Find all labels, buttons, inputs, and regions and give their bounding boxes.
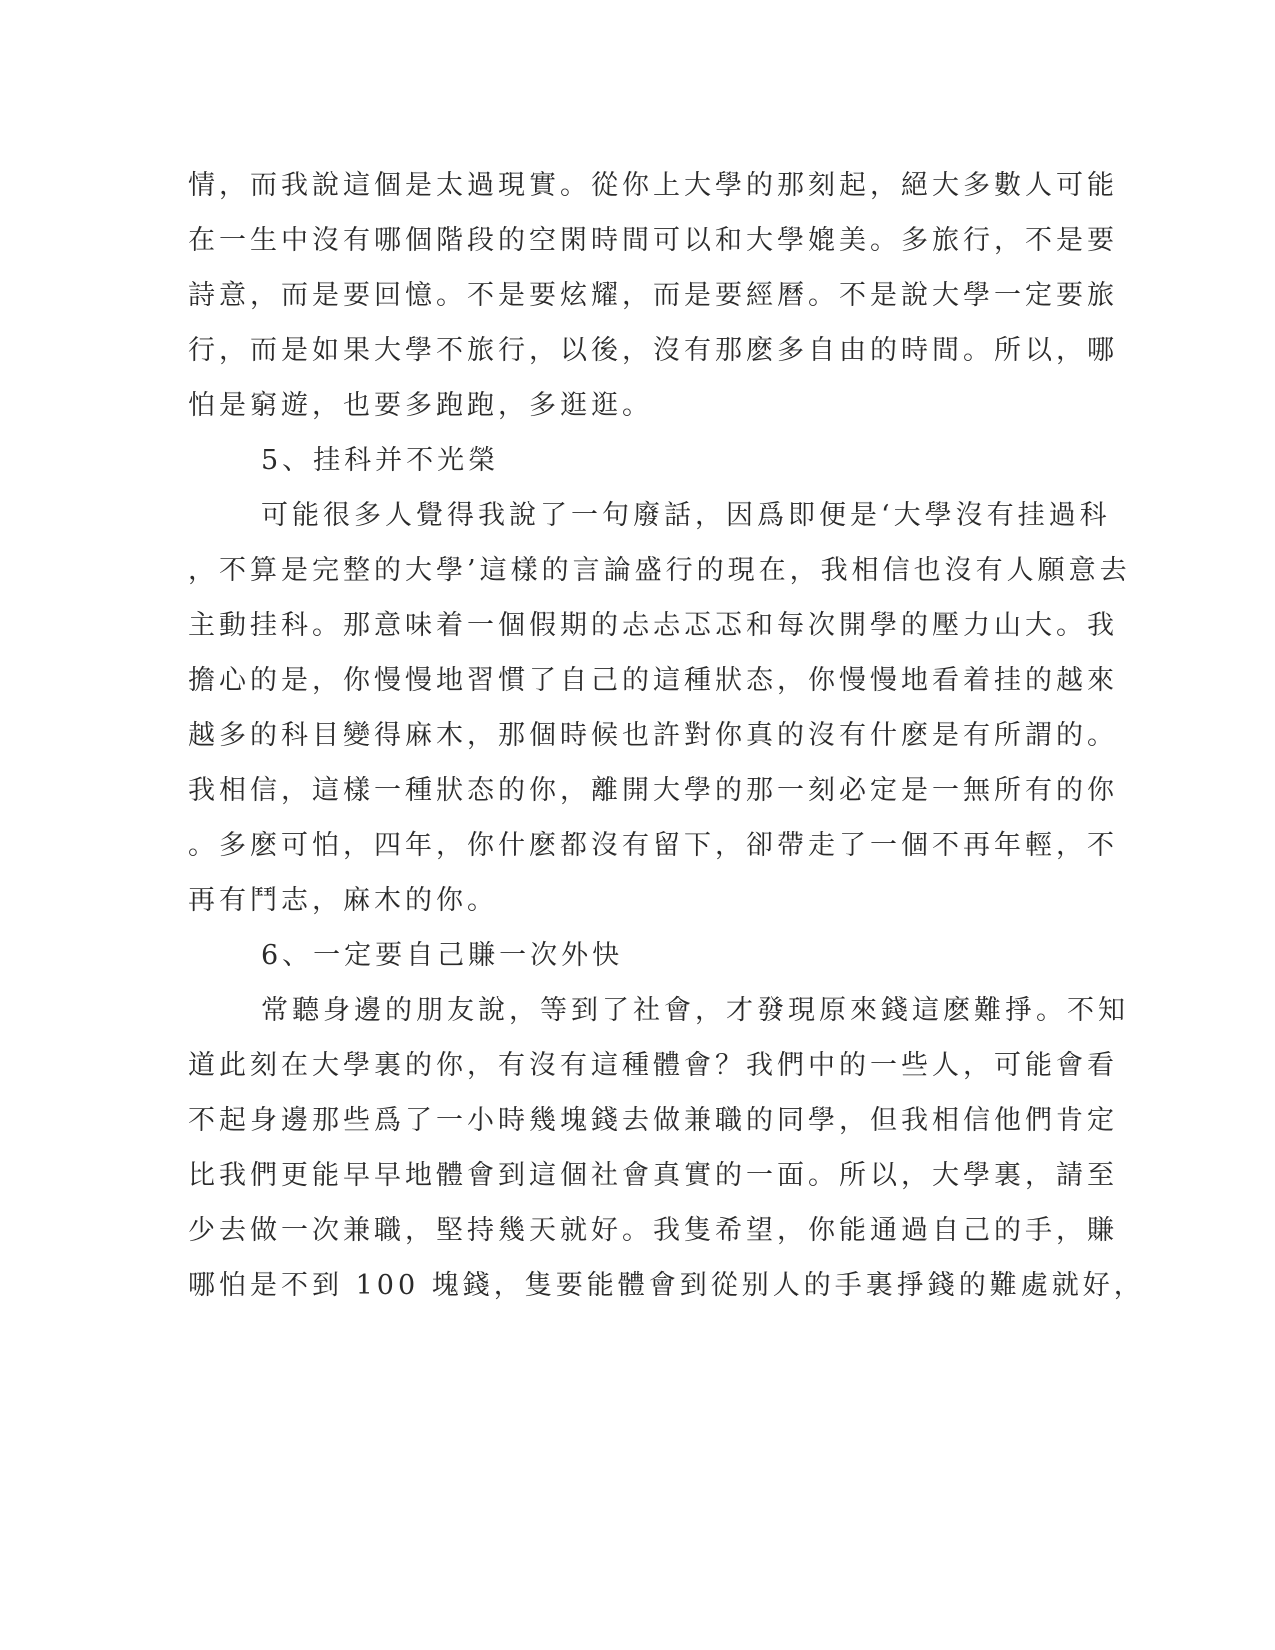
text-line-19: 比我們更能早早地體會到這個社會真實的一面。所以，大學裏，請至 — [188, 1160, 1118, 1191]
text-line-18: 不起身邊那些爲了一小時幾塊錢去做兼職的同學，但我相信他們肯定 — [188, 1105, 1118, 1136]
text-line-21: 哪怕是不到 100 塊錢，隻要能體會到從别人的手裏掙錢的難處就好， — [188, 1270, 1145, 1301]
text-line-4: 行，而是如果大學不旅行，以後，沒有那麽多自由的時間。所以，哪 — [188, 335, 1118, 366]
text-line-17: 道此刻在大學裏的你，有沒有這種體會？我們中的一些人，可能會看 — [188, 1050, 1118, 1081]
text-line-10: 擔心的是，你慢慢地習慣了自己的這種狀态，你慢慢地看着挂的越來 — [188, 665, 1118, 696]
body-text — [188, 158, 1145, 1313]
text-line-13: 。多麽可怕，四年，你什麽都沒有留下，卻帶走了一個不再年輕，不 — [188, 830, 1118, 861]
text-line-9: 主動挂科。那意味着一個假期的忐忐忑忑和每次開學的壓力山大。我 — [188, 610, 1118, 641]
text-line-2: 在一生中沒有哪個階段的空閑時間可以和大學媲美。多旅行，不是要 — [188, 225, 1118, 256]
text-line-3: 詩意，而是要回憶。不是要炫耀，而是要經曆。不是說大學一定要旅 — [188, 280, 1118, 311]
text-line-12: 我相信，這樣一種狀态的你，離開大學的那一刻必定是一無所有的你 — [188, 775, 1118, 806]
text-line-11: 越多的科目變得麻木，那個時候也許對你真的沒有什麽是有所謂的。 — [188, 720, 1118, 751]
text-line-20: 少去做一次兼職，堅持幾天就好。我隻希望，你能通過自己的手，賺 — [188, 1215, 1118, 1246]
text-line-5: 怕是窮遊，也要多跑跑，多逛逛。 — [188, 390, 653, 421]
text-line-16: 常聽身邊的朋友說，等到了社會，才發現原來錢這麽難掙。不知 — [261, 995, 1129, 1026]
text-line-7: 可能很多人覺得我說了一句廢話，因爲即便是‘大學沒有挂過科 — [261, 500, 1111, 531]
text-line-1: 情，而我說這個是太過現實。從你上大學的那刻起，絕大多數人可能 — [188, 170, 1118, 201]
section-heading-5: 5、挂科并不光榮 — [261, 445, 500, 476]
section-heading-6: 6、一定要自己賺一次外快 — [261, 940, 624, 971]
text-line-14: 再有鬥志，麻木的你。 — [188, 885, 498, 916]
text-line-8: ，不算是完整的大學’這樣的言論盛行的現在，我相信也沒有人願意去 — [188, 555, 1131, 586]
